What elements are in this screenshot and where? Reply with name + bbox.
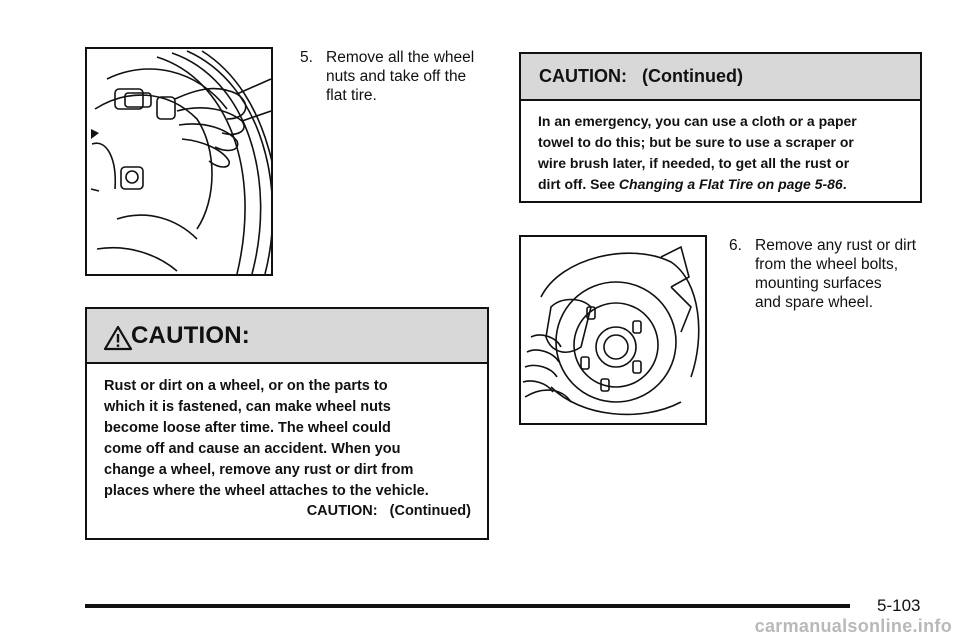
caution-header bbox=[87, 309, 487, 364]
step-text: Remove all the wheel nuts and take off the flat tire. bbox=[326, 49, 475, 104]
caution-continued-text: In an emergency, you can use a cloth or a paper towel to do this; but be sure to use a scraper or wire brush later, if needed, to get all the rust or dirt off. See Changing a Flat Tire on page 5-86. bbox=[538, 113, 857, 192]
step-5 bbox=[300, 48, 500, 108]
caution-text: Rust or dirt on a wheel, or on the parts to which it is fastened, can make wheel nuts become loose after time. The wheel could come off and cause an accident. When you change a wheel, remove any rust or dirt from places where the wheel attaches to the vehicle. bbox=[104, 378, 429, 499]
caution-continued-box bbox=[519, 52, 922, 203]
hub-cleaning-drawing bbox=[521, 237, 705, 423]
illustration-wheel-nuts bbox=[85, 47, 273, 276]
caution-box bbox=[85, 307, 489, 540]
step-number: 6. bbox=[729, 237, 742, 254]
cross-reference-link[interactable]: Changing a Flat Tire on page 5-86 bbox=[618, 176, 843, 192]
page-number: 5-103 bbox=[877, 596, 921, 615]
illustration-cleaning-hub bbox=[519, 235, 707, 425]
wheel-nuts-drawing bbox=[87, 49, 271, 274]
step-number: 5. bbox=[300, 49, 313, 66]
caution-title: CAUTION: bbox=[131, 322, 250, 349]
caution-continued-header bbox=[521, 54, 920, 101]
warning-triangle-icon bbox=[103, 325, 133, 351]
footer-rule bbox=[85, 604, 850, 608]
step-text: Remove any rust or dirt from the wheel bolts, mounting surfaces and spare wheel. bbox=[755, 237, 917, 311]
caution-continued-note: CAUTION: (Continued) bbox=[306, 503, 471, 519]
caution-continued-title: CAUTION: (Continued) bbox=[539, 66, 743, 86]
watermark: carmanualsonline.info bbox=[754, 616, 952, 636]
step-6 bbox=[729, 236, 949, 316]
